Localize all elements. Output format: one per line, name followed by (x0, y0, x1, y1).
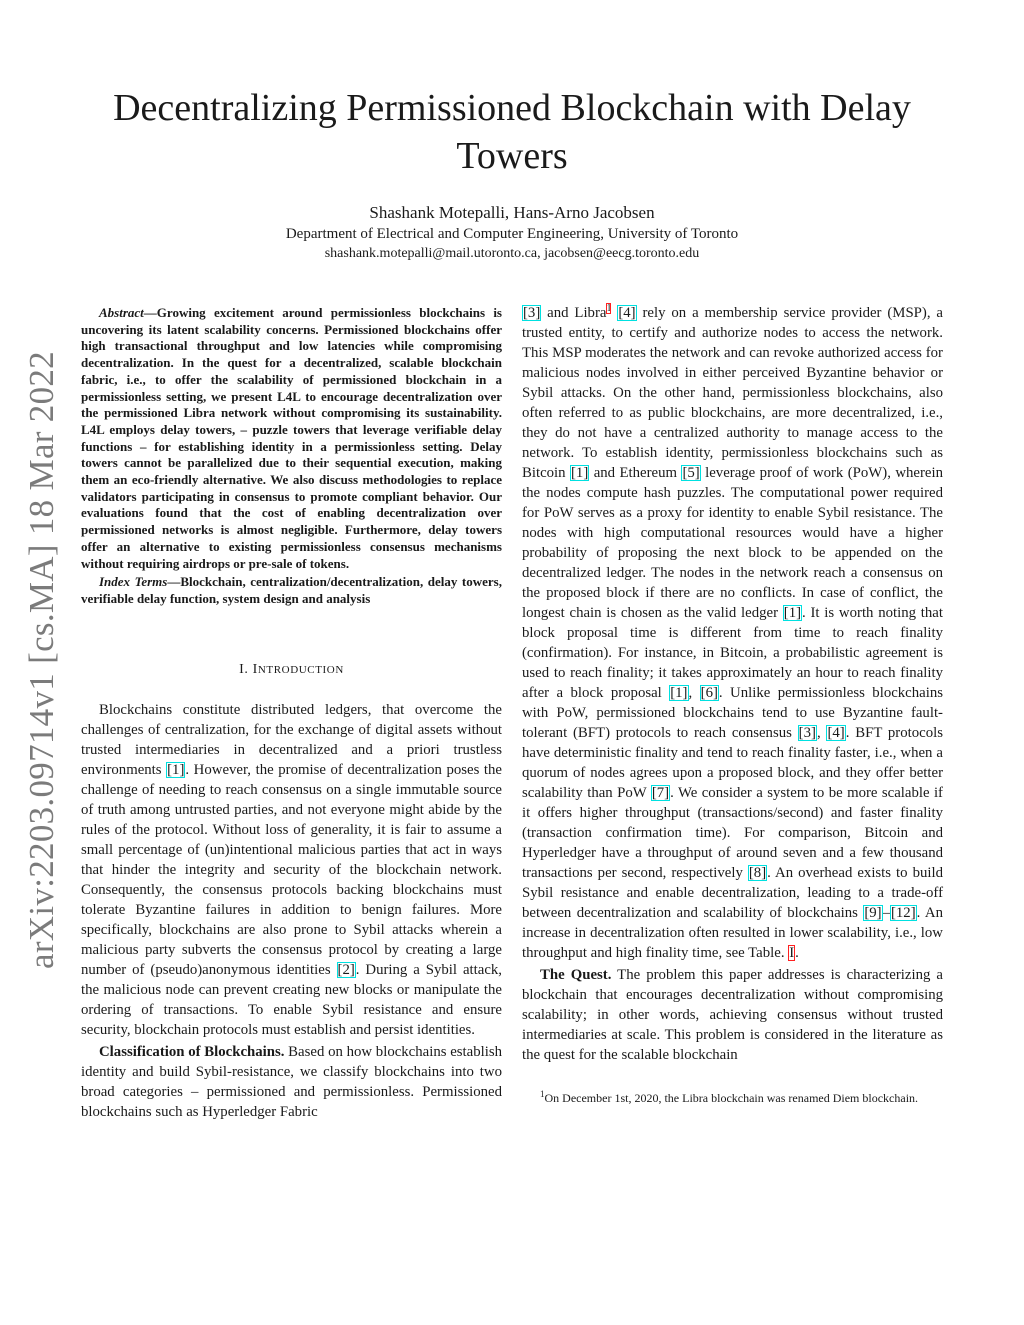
intro-paragraph-1 (81, 700, 502, 1040)
text-run: . We consider a system to be more scalable if it offers higher throughput (transactions/second) and faster finality (transaction confirmation time). For comparison, Bitcoin and Hyperledger have a throughput of around seven and a few thousand transactions per second, respectively (522, 785, 943, 881)
abstract-label: Abstract (99, 305, 144, 320)
section-rest: NTRODUCTION (257, 663, 344, 676)
citation-link[interactable]: [4] (827, 725, 845, 741)
footnote-text: On December 1st, 2020, the Libra blockchain was renamed Diem blockchain. (544, 1091, 919, 1105)
text-run: The problem this paper addresses is characterizing a blockchain that encourages decentralization without compromising scalability; in other words, achieving consensus without trusted intermediaries at scale. This problem is considered in the literature as the quest for the scalable blockchain (522, 967, 943, 1063)
abstract (81, 305, 502, 572)
citation-link[interactable]: [12] (890, 905, 916, 921)
text-run: . It is worth noting that block proposal time is different from time to reach finality (confirmation). For instance, in Bitcoin, a probabilistic agreement is used to reach finality; it takes approximately an hour to reach finality after a block proposal (522, 605, 943, 701)
citation-link[interactable]: [8] (748, 865, 767, 881)
citation-link[interactable]: [5] (682, 465, 700, 481)
text-run: Blockchains constitute distributed ledgers, that overcome the challenges of centralization, for the exchange of digital assets without trusted intermediaries in decentralized and a priori trustless environments (81, 701, 502, 778)
affiliation: Department of Electrical and Computer Engineering, University of Toronto (285, 226, 739, 242)
footnote-mark: 1 (540, 1089, 545, 1099)
text-run: . An increase in decentralization often resulted in lower scalability, i.e., low throughput and high finality time, see Table. (522, 905, 943, 961)
citation-link[interactable]: [1] (783, 605, 802, 621)
index-terms (81, 574, 502, 607)
index-terms-label: Index Terms (99, 574, 168, 590)
text-run: . BFT protocols have deterministic finality and tend to reach finality faster, i.e., when a quorum of nodes agrees upon a proposed block, and they offer better scalability than PoW (522, 725, 943, 801)
emails: shashank.motepalli@mail.utoronto.ca, jacobsen@eecg.toronto.edu (324, 246, 700, 261)
text-run: , (688, 685, 700, 701)
text-run: . An overhead exists to build Sybil resistance and enable decentralization, leading to a trade-off between decentralization and scalability of blockchains (522, 865, 943, 921)
paragraph-lead: The Quest. (540, 967, 612, 983)
left-column (81, 305, 502, 1122)
citation-link[interactable]: [1] (670, 685, 688, 701)
authors: Shashank Motepalli, Hans-Arno Jacobsen (369, 203, 655, 222)
paper-title: Decentralizing Permissioned Blockchain with Delay Towers (113, 87, 911, 177)
abstract-text: —Growing excitement around permissionless blockchains is uncovering its latent scalability concerns. Permissioned blockchains offer high transactional throughput and low latencies while compromising decentralization. In the quest for a decentralized, scalable blockchain fabric, i.e., to offer the scalability of permissioned blockchain in a permissionless setting, we present L4L to encourage decentralization over the permissioned Libra network without compromising its sustainability. L4L employs delay towers, – puzzle towers that leverage verifiable delay functions – for establishing identity in a permissionless setting. Delay towers cannot be parallelized due to their sequential execution, making them an eco-friendly alternative. We also discuss methodologies to replace validators participating in consensus to promote compliant behavior. Our evaluations found that the cost of enabling decentralization over permissioned networks is almost negligible. Furthermore, delay towers offer an alternative to existing permissionless consensus mechanisms without requiring airdrops or pre-sale of tokens. (81, 305, 502, 571)
section-heading (81, 662, 502, 678)
text-run: and Ethereum (589, 465, 682, 481)
footnote-link[interactable]: 1 (606, 303, 612, 315)
citation-link[interactable]: [2] (337, 961, 355, 978)
text-run: . Unlike permissionless blockchains with PoW, permissioned blockchains tend to use Byzantine fault-tolerant (BFT) protocols to reach consensus (522, 685, 943, 741)
arxiv-identifier (22, 340, 62, 980)
text-run: – (882, 905, 890, 921)
citation-link[interactable]: [1] (571, 465, 589, 481)
citation-link[interactable]: [3] (523, 305, 541, 321)
index-terms-text: —Blockchain, centralization/decentralization, delay towers, verifiable delay function, system design and analysis (81, 574, 502, 606)
text-run: . However, the promise of decentralization poses the challenge of needing to reach consensus on a single immutable source of truth among untrusted parties, and not everyone might abide by the rules of the protocol. Without loss of generality, it is fair to assume a small percentage of (un)intentional malicious parties that act in ways that hinder the integrity and security of the blockchain network. Consequently, the consensus protocols backing blockchains must tolerate Byzantine failures in addition to benign failures. More specifically, blockchains are also prone to Sybil attacks wherein a malicious party subverts the consensus protocol by creating a large number of (pseudo)anonymous identities (81, 761, 502, 978)
text-run: , (816, 725, 827, 741)
text-run: leverage proof of work (PoW), wherein the nodes compute hash puzzles. The computational power required for PoW serves as a proxy for identity to enable Sybil resistance. The nodes with high computational resources would have a higher probability of proposing the next block to be appended on the decentralized ledger. The nodes in the network reach a consensus on the proposed block if there are no conflicts. In case of conflict, the longest chain is chosen as the valid ledger (522, 465, 943, 621)
citation-link[interactable]: [4] (618, 305, 636, 321)
section-numeral: I. (239, 661, 249, 677)
text-run: . (795, 945, 799, 961)
citation-link[interactable]: [7] (651, 785, 670, 801)
citation-link[interactable]: [1] (167, 761, 185, 778)
intro-paragraph-2 (81, 1042, 502, 1122)
paragraph-lead: Classification of Blockchains. (99, 1043, 285, 1060)
footnote (522, 1087, 943, 1106)
text-run: rely on a membership service provider (MSP), a trusted entity, to certify and authorize nodes to access the network. This MSP moderates the network and can revoke authorized access for malicious nodes involved in either perceived Byzantine behavior or Sybil attacks. On the other hand, permissionless blockchains, also often referred to as public blockchains, are more decentralized, i.e., they do not have a centralized authority to manage access to the network. To establish identity, permissionless blockchains such as Bitcoin (522, 305, 943, 481)
table-link[interactable]: I (789, 945, 795, 961)
right-column (522, 303, 943, 1106)
citation-link[interactable]: [3] (798, 725, 816, 741)
citation-link[interactable]: [9] (864, 905, 882, 921)
citation-link[interactable]: [6] (700, 685, 718, 701)
arxiv-identifier-text: arXiv:2203.09714v1 [cs.MA] 18 Mar 2022 (22, 351, 61, 969)
text-run: and Libra (541, 305, 607, 321)
intro-paragraph-2-cont (522, 303, 943, 963)
intro-paragraph-3 (522, 965, 943, 1065)
text-run: Based on how blockchains establish identity and build Sybil-resistance, we classify blockchains into two broad categories – permissioned and permissionless. Permissioned blockchains such as Hyperledger Fabric (81, 1043, 502, 1120)
section-initial: I (252, 661, 258, 677)
text-run: . During a Sybil attack, the malicious node can prevent creating new blocks or manipulate the ordering of transactions. To enable Sybil resistance and ensure security, blockchain protocols must establish and persist identities. (81, 961, 502, 1038)
